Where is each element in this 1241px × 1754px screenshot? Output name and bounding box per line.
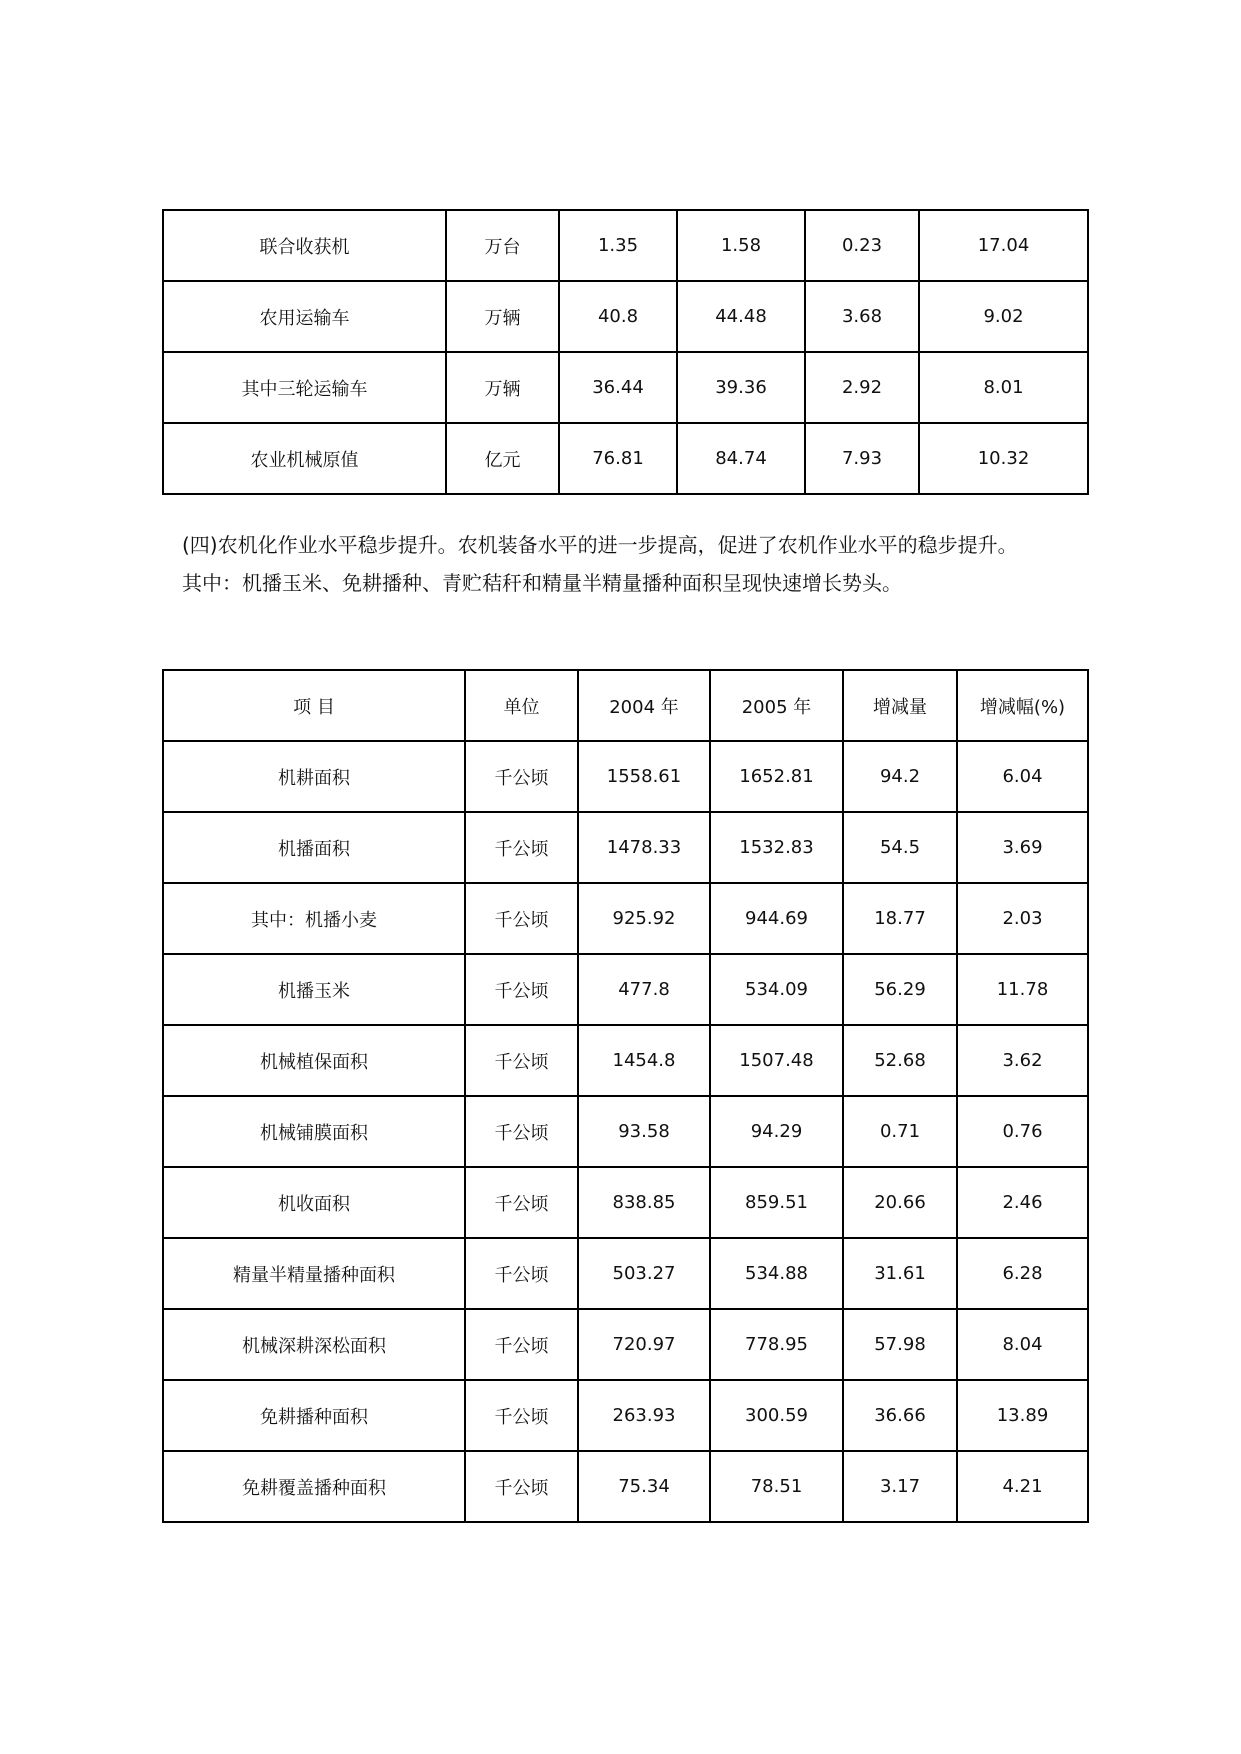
cell-change-pct: 11.78 xyxy=(957,954,1088,1025)
table-row xyxy=(163,1096,1088,1167)
cell-change-pct: 6.04 xyxy=(957,741,1088,812)
cell-value-2005: 84.74 xyxy=(677,423,805,494)
cell-change: 54.5 xyxy=(843,812,957,883)
cell-change: 0.71 xyxy=(843,1096,957,1167)
cell-value-2005: 1532.83 xyxy=(710,812,843,883)
header-cell-change-pct: 增减幅(%) xyxy=(957,670,1088,741)
cell-item: 联合收获机 xyxy=(163,210,446,281)
cell-change: 36.66 xyxy=(843,1380,957,1451)
cell-value-2005: 44.48 xyxy=(677,281,805,352)
cell-unit: 千公顷 xyxy=(465,1380,578,1451)
table-row xyxy=(163,954,1088,1025)
cell-change-pct: 13.89 xyxy=(957,1380,1088,1451)
cell-value-2004: 477.8 xyxy=(578,954,710,1025)
table-header-row xyxy=(163,670,1088,741)
cell-value-2005: 534.88 xyxy=(710,1238,843,1309)
cell-value-2005: 1652.81 xyxy=(710,741,843,812)
cell-change: 94.2 xyxy=(843,741,957,812)
cell-change-pct: 8.01 xyxy=(919,352,1088,423)
table2-body xyxy=(163,741,1088,1522)
cell-value-2005: 300.59 xyxy=(710,1380,843,1451)
cell-item: 机播面积 xyxy=(163,812,465,883)
cell-value-2005: 859.51 xyxy=(710,1167,843,1238)
cell-value-2004: 1478.33 xyxy=(578,812,710,883)
header-cell-item: 项 目 xyxy=(163,670,465,741)
cell-unit: 千公顷 xyxy=(465,1096,578,1167)
cell-value-2005: 944.69 xyxy=(710,883,843,954)
header-cell-2005: 2005 年 xyxy=(710,670,843,741)
cell-unit: 千公顷 xyxy=(465,883,578,954)
cell-change: 18.77 xyxy=(843,883,957,954)
cell-change-pct: 3.62 xyxy=(957,1025,1088,1096)
cell-item: 免耕覆盖播种面积 xyxy=(163,1451,465,1522)
cell-change: 52.68 xyxy=(843,1025,957,1096)
cell-unit: 千公顷 xyxy=(465,1309,578,1380)
paragraph-line-1: (四)农机化作业水平稳步提升。农机装备水平的进一步提高，促进了农机作业水平的稳步提升。 xyxy=(182,533,1018,557)
cell-value-2004: 1454.8 xyxy=(578,1025,710,1096)
cell-item: 免耕播种面积 xyxy=(163,1380,465,1451)
cell-change: 3.17 xyxy=(843,1451,957,1522)
cell-unit: 千公顷 xyxy=(465,812,578,883)
table1-body xyxy=(163,210,1088,494)
cell-value-2005: 534.09 xyxy=(710,954,843,1025)
cell-change-pct: 4.21 xyxy=(957,1451,1088,1522)
cell-unit: 万辆 xyxy=(446,352,559,423)
cell-value-2004: 93.58 xyxy=(578,1096,710,1167)
cell-change-pct: 6.28 xyxy=(957,1238,1088,1309)
cell-change: 3.68 xyxy=(805,281,919,352)
table-row xyxy=(163,1025,1088,1096)
cell-unit: 千公顷 xyxy=(465,741,578,812)
cell-item: 机耕面积 xyxy=(163,741,465,812)
cell-item: 机械铺膜面积 xyxy=(163,1096,465,1167)
cell-change: 56.29 xyxy=(843,954,957,1025)
cell-item: 其中：机播小麦 xyxy=(163,883,465,954)
cell-value-2005: 94.29 xyxy=(710,1096,843,1167)
cell-change-pct: 3.69 xyxy=(957,812,1088,883)
cell-unit: 千公顷 xyxy=(465,954,578,1025)
table-row xyxy=(163,352,1088,423)
cell-value-2005: 778.95 xyxy=(710,1309,843,1380)
cell-change: 2.92 xyxy=(805,352,919,423)
cell-change-pct: 17.04 xyxy=(919,210,1088,281)
cell-value-2004: 925.92 xyxy=(578,883,710,954)
table-row xyxy=(163,1380,1088,1451)
table-row xyxy=(163,1167,1088,1238)
table-row xyxy=(163,1451,1088,1522)
cell-unit: 亿元 xyxy=(446,423,559,494)
table-row xyxy=(163,883,1088,954)
cell-unit: 万辆 xyxy=(446,281,559,352)
cell-change-pct: 8.04 xyxy=(957,1309,1088,1380)
cell-value-2004: 1.35 xyxy=(559,210,677,281)
cell-change-pct: 0.76 xyxy=(957,1096,1088,1167)
cell-change-pct: 2.46 xyxy=(957,1167,1088,1238)
table-row xyxy=(163,423,1088,494)
cell-change: 0.23 xyxy=(805,210,919,281)
cell-change: 7.93 xyxy=(805,423,919,494)
machinery-ownership-table xyxy=(162,209,1089,495)
table-row xyxy=(163,741,1088,812)
table-row xyxy=(163,281,1088,352)
header-cell-unit: 单位 xyxy=(465,670,578,741)
cell-value-2005: 39.36 xyxy=(677,352,805,423)
cell-value-2004: 503.27 xyxy=(578,1238,710,1309)
cell-change-pct: 2.03 xyxy=(957,883,1088,954)
cell-value-2004: 40.8 xyxy=(559,281,677,352)
cell-unit: 万台 xyxy=(446,210,559,281)
header-cell-change: 增减量 xyxy=(843,670,957,741)
paragraph-line-2: 其中：机播玉米、免耕播种、青贮秸秆和精量半精量播种面积呈现快速增长势头。 xyxy=(182,571,902,595)
table2-header xyxy=(163,670,1088,741)
cell-change-pct: 9.02 xyxy=(919,281,1088,352)
cell-value-2004: 838.85 xyxy=(578,1167,710,1238)
cell-item: 机收面积 xyxy=(163,1167,465,1238)
table-row xyxy=(163,812,1088,883)
cell-unit: 千公顷 xyxy=(465,1025,578,1096)
cell-change: 57.98 xyxy=(843,1309,957,1380)
cell-value-2004: 263.93 xyxy=(578,1380,710,1451)
table-row xyxy=(163,210,1088,281)
table-row xyxy=(163,1309,1088,1380)
operation-area-table xyxy=(162,669,1089,1523)
cell-item: 机械深耕深松面积 xyxy=(163,1309,465,1380)
cell-item: 农业机械原值 xyxy=(163,423,446,494)
cell-change: 20.66 xyxy=(843,1167,957,1238)
cell-change-pct: 10.32 xyxy=(919,423,1088,494)
cell-value-2005: 1507.48 xyxy=(710,1025,843,1096)
cell-value-2004: 76.81 xyxy=(559,423,677,494)
cell-value-2004: 75.34 xyxy=(578,1451,710,1522)
cell-unit: 千公顷 xyxy=(465,1451,578,1522)
cell-value-2005: 78.51 xyxy=(710,1451,843,1522)
cell-item: 农用运输车 xyxy=(163,281,446,352)
cell-unit: 千公顷 xyxy=(465,1238,578,1309)
header-cell-2004: 2004 年 xyxy=(578,670,710,741)
cell-item: 机械植保面积 xyxy=(163,1025,465,1096)
cell-item: 其中三轮运输车 xyxy=(163,352,446,423)
table-row xyxy=(163,1238,1088,1309)
cell-change: 31.61 xyxy=(843,1238,957,1309)
cell-item: 机播玉米 xyxy=(163,954,465,1025)
cell-value-2004: 1558.61 xyxy=(578,741,710,812)
cell-unit: 千公顷 xyxy=(465,1167,578,1238)
cell-value-2004: 720.97 xyxy=(578,1309,710,1380)
cell-value-2004: 36.44 xyxy=(559,352,677,423)
cell-item: 精量半精量播种面积 xyxy=(163,1238,465,1309)
cell-value-2005: 1.58 xyxy=(677,210,805,281)
